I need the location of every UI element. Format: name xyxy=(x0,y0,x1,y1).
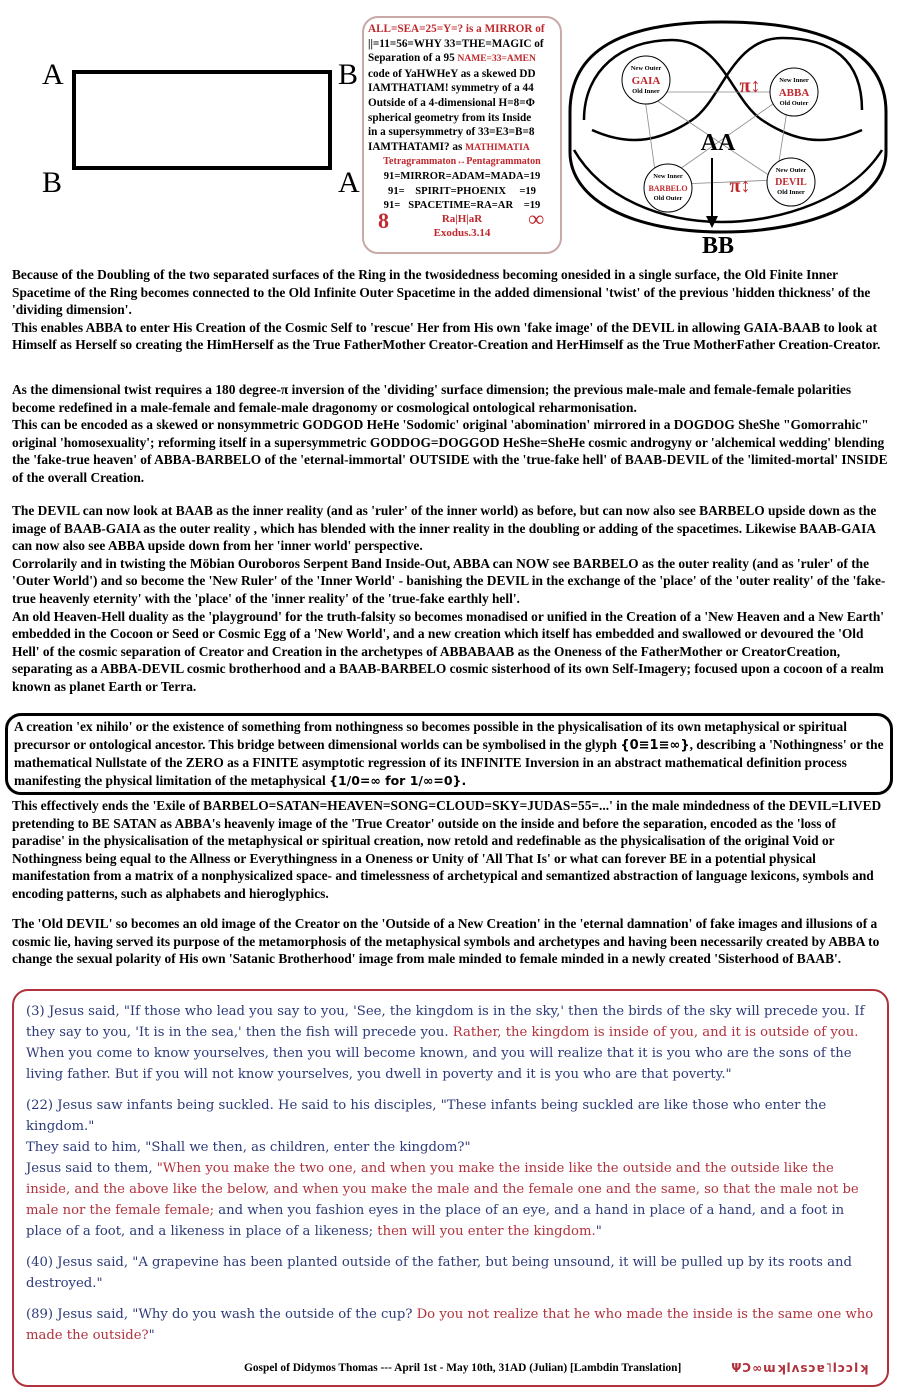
ra-h-ar-label: Ra|H|aR xyxy=(441,213,483,225)
paragraph-1b-text: This enables ABBA to enter His Creation of the Cosmic Self to 'rescue' Her from His own 'fake image' of the DEVIL in allowing GAIA-BAAB to look at Himself as Herself so creating the HimHerself as the True FatherMother Creator-Creation and HerHimself as the True MotherFather Creation-Creator. xyxy=(12,319,881,353)
box-line-1: ALL=SEA=25=Y=? is a MIRROR of xyxy=(368,23,545,35)
paragraph-2-text: As the dimensional twist requires a 180 degree-π inversion of the 'dividing' surface dimension; the previous male-male and female-female polarities become redefined in a male-female and female-male dragonomy or cosmological ontological reharmonisation. xyxy=(12,382,852,415)
box-line-6: Outside of a 4-dimensional H=8=Φ xyxy=(368,96,535,109)
paragraph-3-text: The DEVIL can now look at BAAB as the inner reality (and as 'ruler' of the inner world) as before, but can now also see BARBELO upside down as the image of BAAB-GAIA as the outer reality , which has blended with the inner reality in the doubling or adding of the spacetimes. Likewise BAAB-GAIA can now also see ABBA upside down from her 'inner world' perspective. xyxy=(12,503,877,554)
barbelo-name: BARBELO xyxy=(648,184,688,193)
paragraph-5 xyxy=(12,915,890,968)
quote-3-highlight: Rather, the kingdom is inside of you, and it is outside of you. xyxy=(452,1025,859,1040)
box-eq-line-2: 91= SPIRIT=PHOENIX =19 xyxy=(388,185,536,197)
box-line-7: spherical geometry from its Inside xyxy=(368,111,532,124)
paragraph-3 xyxy=(12,502,890,696)
numerology-box xyxy=(362,16,562,254)
paragraph-4-text: This effectively ends the 'Exile of BARBELO=SATAN=HEAVEN=SONG=CLOUD=SKY=JUDAS=55=...' in the male mindedness of the DEVIL=LIVED pretending to BE SATAN as ABBA's heavenly image of the 'True Creator' outside on the inside and before the separation, encoded as the 'loss of paradise' in the physicalisation of the metaphysical or spiritual creation, now retold and redefinable as the physicalisation of the original Void or Nothingness being equal to the Allness or Everythingness in a Oneness or Unity of 'All That Is' or what can forever BE in a potential physical manifestation from a matrix of a nonphysicalized space- and timelessness of archetypical and semantized abstraction of language lexicons, symbols and encoding patterns, such as alphabets and hieroglyphics. xyxy=(12,798,882,901)
box-line-3: Separation of a 95 NAME=33=AMEN xyxy=(368,52,536,65)
box-line-4: code of YaHWHeY as a skewed DD xyxy=(368,67,536,80)
pi-symbol-bottom: π↕ xyxy=(729,175,751,197)
barbelo-old-label: Old Outer xyxy=(653,195,683,202)
bb-label: BB xyxy=(701,233,735,259)
box-eq-line-1: 91=MIRROR=ADAM=MADA=19 xyxy=(383,170,541,182)
paragraph-4 xyxy=(12,797,890,903)
quote-22: (22) Jesus saw infants being suckled. He said to his disciples, "These infants being suckled are like those who enter the kingdom." They said to him, "Shall we then, as children, enter the kingdom?" Jesus said to them, "When you make the two one, and when you make the inside like the outside and the outside like the inside, and the above like the below, and when you make the male and the female one and the same, so that the male not be male nor the female female; and when you fashion eyes in the place of an eye, and a hand in place of a hand, and a foot in place of a foot, and a likeness in place of a likeness; then will you enter the kingdom." xyxy=(26,1098,859,1239)
ex-nihilo-box xyxy=(5,713,893,795)
box-line-8: in a supersymmetry of 33=E3=B=8 xyxy=(368,126,535,139)
gospel-of-thomas-quotes xyxy=(12,989,889,1387)
abba-old-label: Old Outer xyxy=(779,100,809,107)
paragraph-5-text: The 'Old DEVIL' so becomes an old image of the Creator on the 'Outside of a New Creation' in the 'eternal damnation' of fake images and illusions of a cosmic lie, having served its purpose of the metamorphosis of the metaphysical symbols and archetypes and having been necessarily created by ABBA to change the sexual polarity of His own 'Satanic Brotherhood' image from male minded to female minded in a newly created 'Sisterhood of BAAB'. xyxy=(12,916,880,967)
aa-label: AA xyxy=(700,130,736,156)
devil-name: DEVIL xyxy=(775,177,807,188)
limit-formula: {1/0=∞ for 1/∞=0}. xyxy=(329,772,467,788)
quote-3: (3) Jesus said, "If those who lead you say to you, 'See, the kingdom is in the sky,' then the birds of the sky will precede you. If they say to you, 'It is in the sea,' then the fish will precede you. Rather, the kingdom is inside of you, and it is outside of you. When you come to know yourselves, then you will become known, and you will realize that it is you who are the sons of the living father. But if you will not know yourselves, you dwell in poverty and it is you who are that poverty." xyxy=(26,1004,865,1082)
glyph-signature: ΨƆ∞ɯʞlʌsɔɐ˥lɔɔlʞ xyxy=(731,1361,869,1375)
abba-new-label: New Inner xyxy=(779,77,809,84)
pi-symbol-top: π↕ xyxy=(739,75,761,97)
abba-name: ABBA xyxy=(778,87,810,99)
paragraph-1 xyxy=(12,266,890,354)
ex-nihilo-text-a: A creation 'ex nihilo' or the existence of something from nothingness so becomes possible in the physicalisation of its own metaphysical or spiritual precursor or ontological ancestor. This bridge between dimensional worlds can be symbolised in the glyph xyxy=(14,719,847,752)
ex-nihilo-text-b: , describing a 'Nothingness' or the mathematical Nullstate of the ZERO as a FINITE asymptotic regression of its INFINITE Inversion in an abstract mathematical definition process manifesting the physical limitation of the metaphysical xyxy=(14,736,884,788)
down-arrow xyxy=(706,158,718,228)
twisted-ring-diagram xyxy=(562,0,900,262)
paragraph-1-text: Because of the Doubling of the two separated surfaces of the Ring in the twosidedness becoming onesided in a single surface, the Old Finite Inner Spacetime of the Ring becomes connected to the Old Infinite Outer Spacetime in the added dimensional 'twist' of the previous 'hidden thickness' of the 'dividing dimension'. xyxy=(12,267,871,318)
quote-22-highlight-1: "When you make the two one, and when you make the inside like the outside and the outside like the inside, and the above like the below, and when you make the male and the female one and the same, so that the male not be male nor the female female; xyxy=(26,1161,859,1218)
gaia-old-label: Old Inner xyxy=(632,88,660,95)
gaia-name: GAIA xyxy=(631,75,661,87)
paragraph-3b-text: Corrolarily and in twisting the Möbian Ouroboros Serpent Band Inside-Out, ABBA can NOW see BARBELO as the outer reality (and as 'ruler' of the 'Outer World') and so become the 'New Ruler' of the 'Inner World' - banishing the DEVIL in the exchange of the 'place' of the 'outer reality' of the 'fake-true heavenly eternity' with the 'place' of the 'inner reality' of the 'true-fake earthly hell'. xyxy=(12,555,886,606)
paragraph-2b-text: This can be encoded as a skewed or nonsymmetric GODGOD HeHe 'Sodomic' original 'abomination' mirrored in a DOGDOG SheShe "Gomorrahic" original 'homosexuality'; reforming itself in a supersymmetric GODDOG=DOGGOD HeShe=SheHe cosmic androgyny or 'alchemical wedding' blending the 'fake-true heaven' of ABBA-BARBELO of the 'eternal-immortal' OUTSIDE with the 'true-fake hell' of BAAB-DEVIL of the 'limited-mortal' INSIDE of the overall Creation. xyxy=(12,417,888,485)
glyph-formula: {0≡1≡∞} xyxy=(620,737,690,753)
box-line-9: IAMTHATAMI? as MATHIMATIA xyxy=(368,140,530,153)
barbelo-new-label: New Inner xyxy=(653,173,683,180)
quote-40: (40) Jesus said, "A grapevine has been planted outside of the father, but being unsound, it will be pulled up by its roots and destroyed." xyxy=(26,1255,852,1291)
quote-89-highlight: Do you not realize that he who made the inside is the same one who made the outside? xyxy=(26,1307,874,1343)
box-line-2: ||=11=56=WHY 33=THE=MAGIC of xyxy=(368,37,544,50)
ring-outline xyxy=(570,22,886,232)
corner-label-top-right: B xyxy=(338,58,359,91)
corner-label-bottom-right: A xyxy=(338,166,360,199)
quote-22-highlight-2: then will you enter the kingdom. xyxy=(377,1224,596,1239)
corner-label-bottom-left: B xyxy=(42,166,63,199)
eight-symbol: 8 xyxy=(378,208,389,233)
devil-old-label: Old Inner xyxy=(777,189,805,196)
quote-89: (89) Jesus said, "Why do you wash the outside of the cup? Do you not realize that he who made the inside is the same one who made the outside?" xyxy=(26,1307,874,1343)
exodus-label: Exodus.3.14 xyxy=(433,227,491,239)
paragraph-2 xyxy=(12,381,890,487)
box-eq-line-3: 91= SPACETIME=RA=AR =19 xyxy=(383,200,541,212)
box-line-5: IAMTHATIAM! symmetry of a 44 xyxy=(368,82,534,95)
ring-rectangle xyxy=(72,70,332,170)
infinity-symbol: ∞ xyxy=(528,206,544,231)
box-tetra-line: Tetragrammaton↔Pentagrammaton xyxy=(383,156,541,168)
gaia-new-label: New Outer xyxy=(630,65,662,72)
corner-label-top-left: A xyxy=(42,58,64,91)
devil-new-label: New Outer xyxy=(775,167,807,174)
paragraph-3c-text: An old Heaven-Hell duality as the 'playground' for the truth-falsity so becomes monadised or unified in the Creation of a 'New Heaven and a New Earth' embedded in the Cocoon or Seed or Cosmic Egg of a 'New World', and a new creation which itself has embedded and swallowed or devoured the 'Old Hell' of the cosmic separation of Creator and Creation in the archetypes of ABBABAAB as the Oneness of the FatherMother or CreatorCreation, separating as a ABBA-DEVIL cosmic brotherhood and a BAAB-BARBELO cosmic sisterhood of its own Self-Imagery; focused upon a cocoon of a realm known as planet Earth or Terra. xyxy=(12,608,885,694)
gospel-credit: Gospel of Didymos Thomas --- April 1st - May 10th, 31AD (Julian) [Lambdin Translation] xyxy=(244,1362,682,1374)
ring-rectangle-figure xyxy=(0,0,360,260)
